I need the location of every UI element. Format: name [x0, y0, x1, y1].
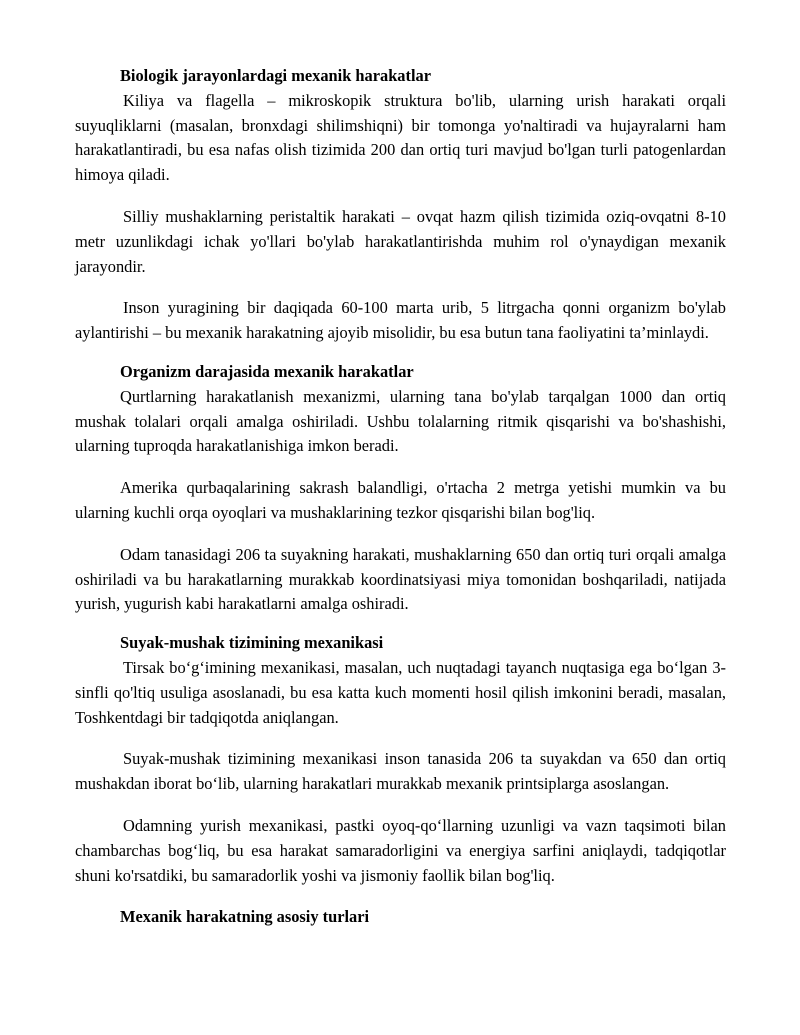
paragraph-spacer — [75, 617, 726, 631]
paragraph-spacer — [75, 346, 726, 360]
document-page — [75, 64, 726, 930]
section-heading: Suyak-mushak tizimining mexanikasi — [120, 633, 384, 653]
paragraph: Kiliya va flagella – mikroskopik struktura bo'lib, ularning urish harakati orqali suyuqliklarni (masalan, bronxdagi shilimshiqni) bir tomonga yo'naltiradi va hujayralarni ham harakatlantiradi, bu esa nafas olish tizimida 200 dan ortiq turi mavjud bo'lgan turli patogenlardan himoya qiladi. — [75, 90, 726, 185]
paragraph: Tirsak bo‘g‘imining mexanikasi, masalan, uch nuqtadagi tayanch nuqtasiga ega bo‘lgan 3-sinfli qo'ltiq usuliga asoslanadi, bu esa katta kuch momenti hosil qilish imkonini beradi, masalan, Toshkentdagi bir tadqiqotda aniqlangan. — [75, 657, 726, 727]
paragraph: Silliy mushaklarning peristaltik harakati – ovqat hazm qilish tizimida oziq-ovqatni 8-10 metr uzunlikdagi ichak yo'llari bo'ylab harakatlantirishda muhim rol o'ynaydigan mexanik jarayondir. — [75, 206, 726, 276]
section-heading: Biologik jarayonlardagi mexanik harakatlar — [120, 66, 431, 85]
paragraph: Odam tanasidagi 206 ta suyakning harakati, mushaklarning 650 dan ortiq turi orqali amalga oshiriladi va bu harakatlarning murakkab koordinatsiyasi miya tomonidan boshqariladi, natijada yurish, yugurish kabi harakatlarni amalga oshiradi. — [75, 544, 726, 614]
paragraph-spacer — [75, 797, 726, 814]
paragraph: Inson yuragining bir daqiqada 60-100 marta urib, 5 litrgacha qonni organizm bo'ylab aylantirishi – bu mexanik harakatning ajoyib misolidir, bu esa butun tana faoliyatini ta’minlaydi. — [75, 298, 726, 343]
paragraph-spacer — [75, 459, 726, 476]
paragraph: Amerika qurbaqalarining sakrash balandligi, o'rtacha 2 metrga yetishi mumkin va bu ularning kuchli orqa oyoqlari va mushaklarining tezkor qisqarishi bilan bog'liq. — [75, 478, 726, 522]
paragraph-spacer — [75, 526, 726, 543]
paragraph-spacer — [75, 888, 726, 905]
paragraph-spacer — [75, 279, 726, 296]
paragraph-spacer — [75, 188, 726, 205]
section-heading: Organizm darajasida mexanik harakatlar — [120, 361, 414, 381]
paragraph: Qurtlarning harakatlanish mexanizmi, ularning tana bo'ylab tarqalgan 1000 dan ortiq mushak tolalari orqali amalga oshiriladi. Ushbu tolalarning ritmik qisqarishi va bo'shashishi, ularning tuproqda harakatlanishiga imkon beradi. — [75, 386, 726, 456]
paragraph: Odamning yurish mexanikasi, pastki oyoq-qo‘llarning uzunligi va vazn taqsimoti bilan chambarchas bog‘liq, bu esa harakat samaradorligini va energiya sarfini aniqlaydi, tadqiqotlar shuni ko'rsatdiki, bu samaradorlik yoshi va jismoniy faollik bilan bog'liq. — [75, 815, 726, 885]
paragraph: Suyak-mushak tizimining mexanikasi inson tanasida 206 ta suyakdan va 650 dan ortiq mushakdan iborat bo‘lib, ularning harakatlari murakkab mexanik printsiplarga asoslangan. — [75, 749, 726, 794]
paragraph-spacer — [75, 730, 726, 747]
section-heading: Mexanik harakatning asosiy turlari — [120, 907, 370, 927]
